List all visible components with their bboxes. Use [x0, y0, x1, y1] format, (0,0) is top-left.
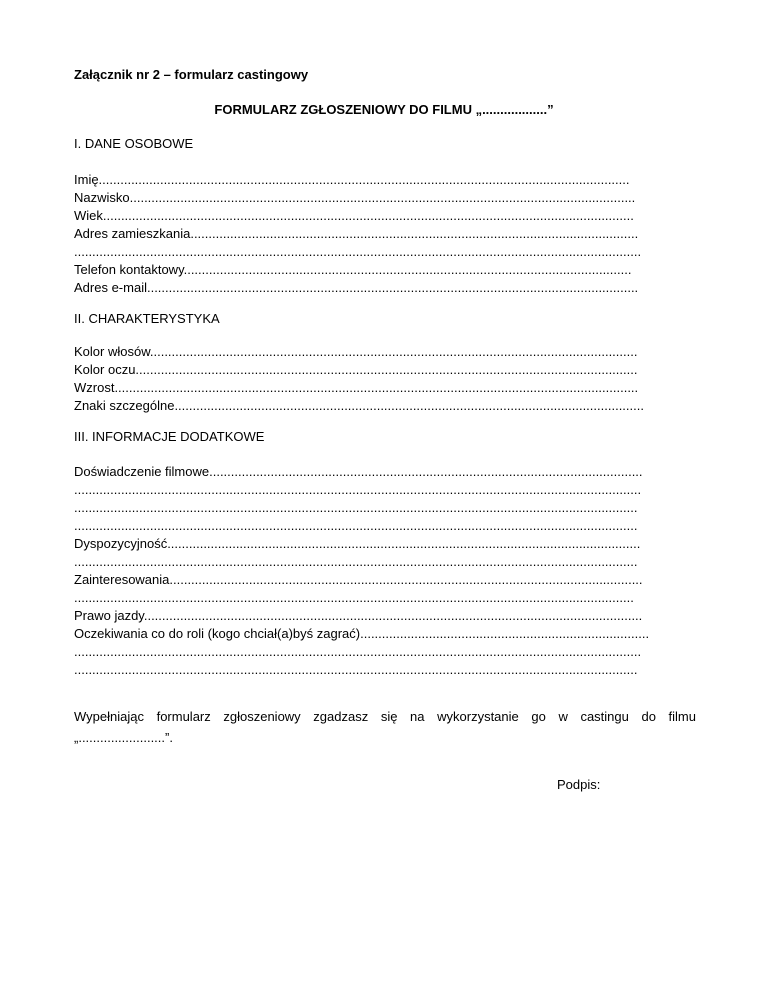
field-email[interactable]: Adres e-mail........................................................................................................................................ — [74, 280, 639, 295]
field-eye-color[interactable]: Kolor oczu........................................................................................................................................... — [74, 362, 638, 377]
field-film-experience[interactable]: Doświadczenie filmowe........................................................................................................................ — [74, 464, 643, 479]
characteristics-fields — [74, 343, 696, 415]
field-interests-continued[interactable]: ........................................................................................................................................................... — [74, 590, 634, 605]
consent-statement: Wypełniając formularz zgłoszeniowy zgadzasz się na wykorzystanie go w castingu do filmu „........................”. — [74, 709, 696, 745]
field-last-name[interactable]: Nazwisko............................................................................................................................................ — [74, 190, 636, 205]
additional-info-fields — [74, 463, 696, 679]
field-address[interactable]: Adres zamieszkania............................................................................................................................ — [74, 226, 639, 241]
field-driving-license[interactable]: Prawo jazdy.......................................................................................................................................... — [74, 608, 643, 623]
field-age[interactable]: Wiek................................................................................................................................................... — [74, 208, 634, 223]
field-film-experience-continued[interactable]: ............................................................................................................................................................. — [74, 482, 642, 497]
personal-data-fields — [74, 171, 696, 297]
field-availability-continued[interactable]: ............................................................................................................................................................ — [74, 554, 638, 569]
field-role-expectations[interactable]: Oczekiwania co do roli (kogo chciał(a)byś zagrać)................................................................................ — [74, 626, 650, 641]
field-phone[interactable]: Telefon kontaktowy............................................................................................................................ — [74, 262, 632, 277]
field-address-continued[interactable]: ............................................................................................................................................................. — [74, 244, 642, 259]
field-role-expectations-continued[interactable]: ............................................................................................................................................................. — [74, 644, 642, 659]
signature-label: Podpis: — [557, 777, 601, 792]
field-first-name[interactable]: Imię................................................................................................................................................... — [74, 172, 630, 187]
field-film-experience-continued[interactable]: ............................................................................................................................................................ — [74, 500, 638, 515]
field-hair-color[interactable]: Kolor włosów....................................................................................................................................... — [74, 344, 638, 359]
section-heading-personal-data: I. DANE OSOBOWE — [74, 136, 194, 151]
section-heading-characteristics: II. CHARAKTERYSTYKA — [74, 311, 220, 326]
field-role-expectations-continued[interactable]: ............................................................................................................................................................ — [74, 662, 638, 677]
annex-title: Załącznik nr 2 – formularz castingowy — [74, 67, 309, 82]
field-height[interactable]: Wzrost................................................................................................................................................. — [74, 380, 639, 395]
field-availability[interactable]: Dyspozycyjność................................................................................................................................... — [74, 536, 641, 551]
field-interests[interactable]: Zainteresowania................................................................................................................................... — [74, 572, 643, 587]
field-distinguishing-marks[interactable]: Znaki szczególne.................................................................................................................................. — [74, 398, 644, 413]
form-title: FORMULARZ ZGŁOSZENIOWY DO FILMU „..................” — [214, 102, 554, 117]
field-film-experience-continued[interactable]: ............................................................................................................................................................ — [74, 518, 638, 533]
section-heading-additional-info: III. INFORMACJE DODATKOWE — [74, 429, 265, 444]
